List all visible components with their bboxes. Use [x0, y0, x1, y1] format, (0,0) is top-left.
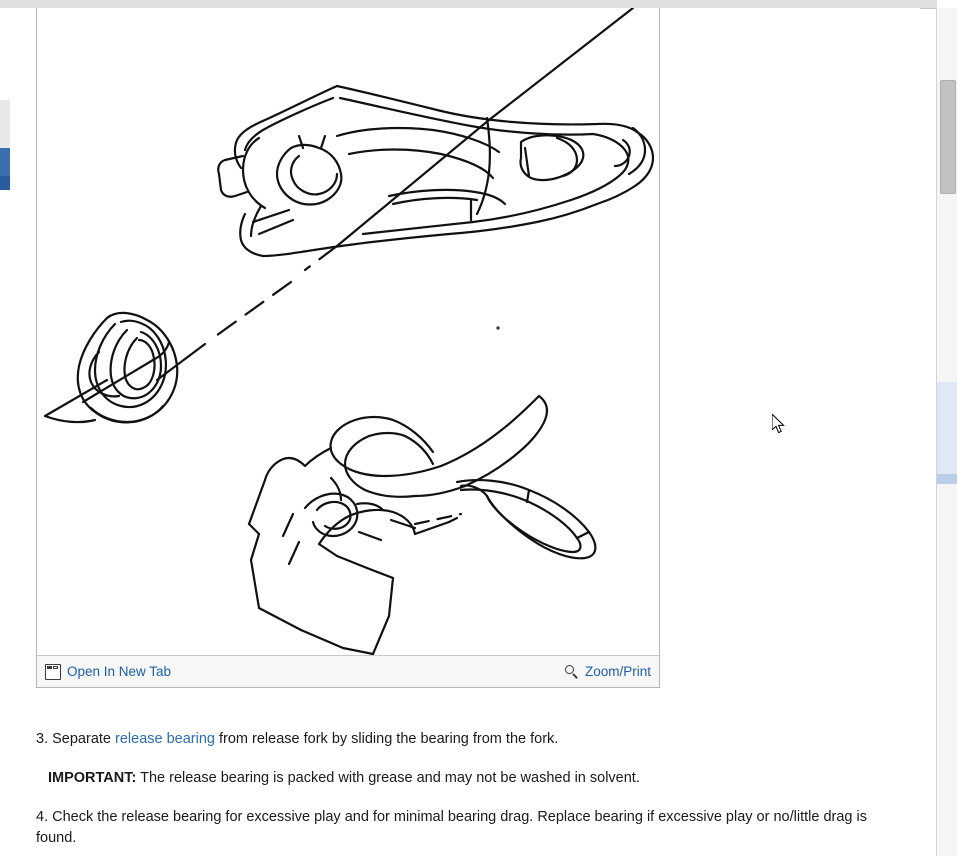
release-bearing-link[interactable]: release bearing — [115, 730, 215, 747]
step-4 — [36, 807, 906, 849]
magnifier-icon — [565, 665, 579, 679]
new-tab-icon — [45, 664, 61, 680]
step-3-text-after: from release fork by sliding the bearing from the fork. — [214, 730, 559, 747]
important-note-text: The release bearing is packed with grease and may not be washed in solvent. — [136, 769, 640, 786]
step-4-number: 4. — [36, 808, 49, 825]
left-edge-segment-darkblue — [0, 176, 10, 190]
open-in-new-tab-button[interactable] — [45, 664, 171, 680]
zoom-print-label: Zoom/Print — [584, 664, 651, 679]
document-content-area — [10, 8, 920, 856]
figure-panel — [36, 8, 660, 688]
left-edge-strip — [0, 8, 10, 856]
important-note-label: IMPORTANT: — [48, 769, 137, 786]
step-4-text: Check the release bearing for excessive play and for minimal bearing drag. Replace bearing if excessive play or no/little drag is found. — [36, 808, 867, 846]
zoom-print-button[interactable] — [565, 664, 651, 679]
step-3-text-before: Separate — [48, 730, 116, 747]
scrollbar-highlight-band-secondary — [937, 474, 957, 484]
scrollbar-thumb[interactable] — [940, 80, 956, 194]
figure-image[interactable] — [37, 8, 659, 655]
vertical-scrollbar[interactable] — [936, 8, 957, 856]
open-in-new-tab-label: Open In New Tab — [67, 664, 172, 679]
procedure-steps — [36, 714, 906, 856]
step-3-number: 3. — [36, 730, 49, 747]
important-note — [48, 768, 906, 789]
left-edge-segment-gray — [0, 100, 10, 148]
scrollbar-highlight-band — [937, 382, 957, 474]
step-3 — [36, 729, 906, 750]
left-edge-segment-blue — [0, 148, 10, 176]
clutch-release-fork-drawing — [37, 8, 659, 655]
figure-toolbar — [37, 655, 659, 687]
